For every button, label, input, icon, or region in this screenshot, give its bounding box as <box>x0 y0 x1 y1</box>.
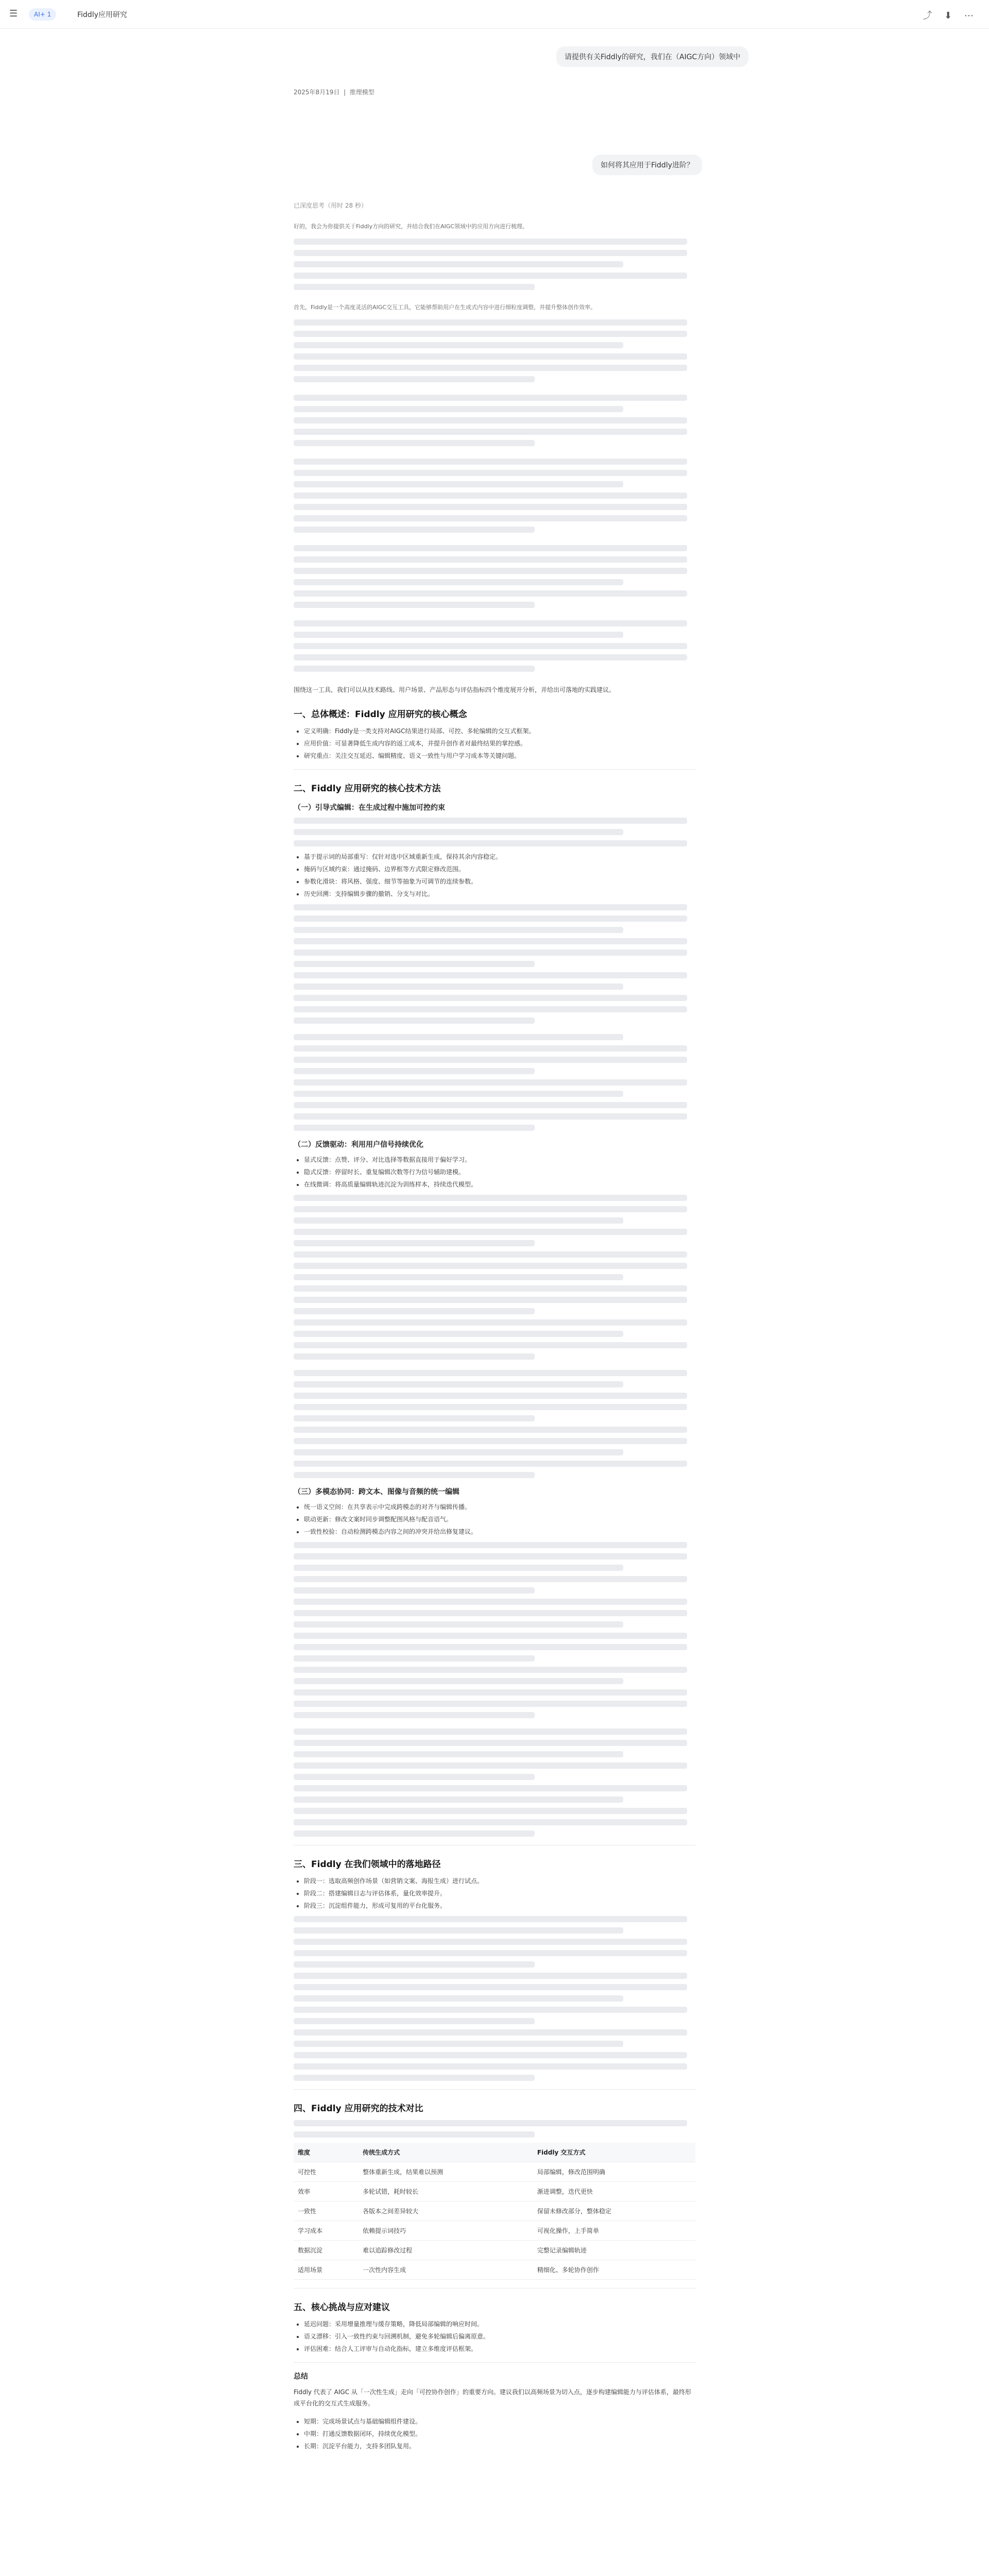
table-row <box>294 2162 695 2182</box>
section-2-title: 二、Fiddly 应用研究的核心技术方法 <box>294 784 441 794</box>
menu-icon[interactable]: ☰ <box>9 8 18 19</box>
list-item: • 在线微调：将高质量编辑轨迹沉淀为训练样本，持续迭代模型。 <box>304 1179 695 1190</box>
table-cell: 多轮试错，耗时较长 <box>359 2182 533 2201</box>
user-message: 请提供有关Fiddly的研究，我们在（AIGC方向）领域中 <box>556 46 748 67</box>
section-2-sub-3-list <box>294 1502 695 1537</box>
intro-paragraph-2: 首先，Fiddly是一个高度灵活的AIGC交互工具，它能够帮助用户在生成式内容中进行细粒度调整，并提升整体创作效率。 <box>294 304 596 311</box>
table-cell: 保留未修改部分，整体稳定 <box>533 2201 695 2221</box>
list-item: • 中期：打通反馈数据闭环，持续优化模型。 <box>304 2429 695 2439</box>
list-item: • 阶段三：沉淀组件能力，形成可复用的平台化服务。 <box>304 1901 695 1911</box>
version-badge[interactable]: AI+ 1 <box>29 8 56 21</box>
list-item: • 阶段二：搭建编辑日志与评估体系，量化效率提升。 <box>304 1888 695 1899</box>
list-item: • 定义明确：Fiddly是一类支持对AIGC结果进行局部、可控、多轮编辑的交互式框架。 <box>304 726 695 736</box>
table-cell: 完整记录编辑轨迹 <box>533 2241 695 2260</box>
list-item: • 掩码与区域约束：通过掩码、边界框等方式限定修改范围。 <box>304 864 695 874</box>
table-cell: 可视化操作，上手简单 <box>533 2221 695 2241</box>
message-date: 2025年8月19日 <box>294 89 340 96</box>
table-header-cell: 传统生成方式 <box>359 2143 533 2162</box>
section-2-sub-1-list <box>294 852 695 899</box>
list-item: • 参数化滑块：将风格、强度、细节等抽象为可调节的连续参数。 <box>304 876 695 887</box>
table-header-row <box>294 2143 695 2162</box>
message-meta: 2025年8月19日 | 推理模型 <box>294 89 374 96</box>
table-cell: 渐进调整，迭代更快 <box>533 2182 695 2201</box>
model-label: 推理模型 <box>349 89 374 96</box>
list-item: • 短期：完成场景试点与基础编辑组件建设。 <box>304 2416 695 2427</box>
list-item: • 延迟问题：采用增量推理与缓存策略，降低局部编辑的响应时间。 <box>304 2319 695 2329</box>
section-1-list <box>294 726 695 761</box>
comparison-table <box>294 2143 695 2280</box>
download-icon[interactable]: ⬇ <box>944 10 952 21</box>
more-icon[interactable]: ⋯ <box>964 10 974 21</box>
list-item: • 一致性校验：自动检测跨模态内容之间的冲突并给出修复建议。 <box>304 1527 695 1537</box>
list-item: • 隐式反馈：停留时长、重复编辑次数等行为信号辅助建模。 <box>304 1167 695 1177</box>
intro-paragraph: 好的，我会为你提供关于Fiddly方向的研究，并结合我们在AIGC领域中的应用方向进行梳理。 <box>294 223 528 230</box>
table-title: 四、Fiddly 应用研究的技术对比 <box>294 2104 423 2114</box>
table-cell: 依赖提示词技巧 <box>359 2221 533 2241</box>
user-message-followup: 如何将其应用于Fiddly进阶？ <box>592 155 702 175</box>
list-item: • 联动更新：修改文案时同步调整配图风格与配音语气。 <box>304 1514 695 1524</box>
table-cell: 适用场景 <box>294 2260 359 2280</box>
table-cell: 一次性内容生成 <box>359 2260 533 2280</box>
intro-paragraph-3: 围绕这一工具，我们可以从技术路线、用户场景、产品形态与评估指标四个维度展开分析，并给出可落地的实践建议。 <box>294 686 616 693</box>
table-cell: 精细化、多轮协作创作 <box>533 2260 695 2280</box>
table-row <box>294 2221 695 2241</box>
share-icon[interactable]: ⤴ <box>923 10 932 21</box>
list-item: • 基于提示词的局部重写：仅针对选中区域重新生成，保持其余内容稳定。 <box>304 852 695 862</box>
conversation-title: Fiddly应用研究 <box>77 11 127 19</box>
section-3-list <box>294 1876 695 1911</box>
list-item: • 历史回溯：支持编辑步骤的撤销、分支与对比。 <box>304 889 695 899</box>
section-5-title: 五、核心挑战与应对建议 <box>294 2302 390 2313</box>
section-3-title: 三、Fiddly 在我们领域中的落地路径 <box>294 1859 441 1870</box>
section-2-sub-1: （一）引导式编辑：在生成过程中施加可控约束 <box>294 804 445 812</box>
section-1-title: 一、总体概述：Fiddly 应用研究的核心概念 <box>294 709 467 720</box>
list-item: • 评估困难：结合人工评审与自动化指标，建立多维度评估框架。 <box>304 2344 695 2354</box>
list-item: • 研究重点：关注交互延迟、编辑精度、语义一致性与用户学习成本等关键问题。 <box>304 751 695 761</box>
table-cell: 一致性 <box>294 2201 359 2221</box>
list-item: • 统一语义空间：在共享表示中完成跨模态的对齐与编辑传播。 <box>304 1502 695 1512</box>
table-cell: 局部编辑，修改范围明确 <box>533 2162 695 2182</box>
table-header-cell: 维度 <box>294 2143 359 2162</box>
list-item: • 显式反馈：点赞、评分、对比选择等数据直接用于偏好学习。 <box>304 1155 695 1165</box>
table-row <box>294 2241 695 2260</box>
table-cell: 学习成本 <box>294 2221 359 2241</box>
list-item: • 应用价值：可显著降低生成内容的返工成本，并提升创作者对最终结果的掌控感。 <box>304 738 695 749</box>
list-item: • 长期：沉淀平台能力，支持多团队复用。 <box>304 2441 695 2451</box>
table-row <box>294 2182 695 2201</box>
table-row <box>294 2201 695 2221</box>
list-item: • 阶段一：选取高频创作场景（如营销文案、海报生成）进行试点。 <box>304 1876 695 1886</box>
table-header-cell: Fiddly 交互方式 <box>533 2143 695 2162</box>
section-2-sub-3: （三）多模态协同：跨文本、图像与音频的统一编辑 <box>294 1488 459 1496</box>
summary-title: 总结 <box>294 2372 308 2381</box>
top-bar <box>0 0 989 29</box>
table-cell: 各版本之间差异较大 <box>359 2201 533 2221</box>
list-item: • 语义漂移：引入一致性约束与回溯机制，避免多轮编辑后偏离原意。 <box>304 2331 695 2342</box>
table-cell: 整体重新生成，结果难以预测 <box>359 2162 533 2182</box>
thinking-status[interactable]: 已深度思考（用时 28 秒） <box>294 202 367 209</box>
section-2-sub-2: （二）反馈驱动：利用用户信号持续优化 <box>294 1141 423 1149</box>
section-5-list <box>294 2319 695 2354</box>
placeholder-lines <box>294 239 695 290</box>
topbar-actions <box>913 8 974 22</box>
section-2-sub-2-list <box>294 1155 695 1190</box>
table-row <box>294 2260 695 2280</box>
summary-text: Fiddly 代表了 AIGC 从「一次性生成」走向「可控协作创作」的重要方向。建议我们以高频场景为切入点，逐步构建编辑能力与评估体系，最终形成平台化的交互式生成服务。 <box>294 2388 691 2407</box>
summary-list <box>294 2416 695 2451</box>
assistant-response <box>294 222 695 2456</box>
table-cell: 可控性 <box>294 2162 359 2182</box>
table-cell: 难以追踪修改过程 <box>359 2241 533 2260</box>
table-cell: 数据沉淀 <box>294 2241 359 2260</box>
table-cell: 效率 <box>294 2182 359 2201</box>
